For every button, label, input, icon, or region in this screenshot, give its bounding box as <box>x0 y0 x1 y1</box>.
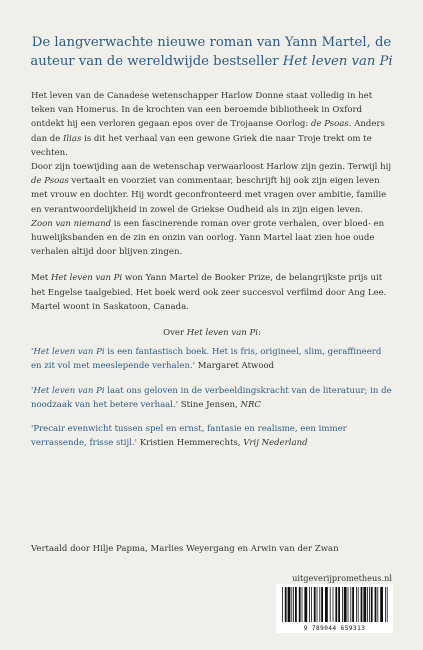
quotes <box>31 345 393 450</box>
barcode-bar <box>385 587 386 622</box>
paragraph-4-text-b: won Yann Martel de Booker Prize, de belangrijkste prijs uit het Engelse taalgebied. Het boek werd ook zeer succesvol verfilmd door Ang Lee. Martel woont in Saskatoon, Canada. <box>31 273 387 312</box>
paragraph-1-text-c: is dit het verhaal van een gewone Griek die naar Troje trekt om te vechten. <box>31 133 372 158</box>
barcode-bar <box>352 587 354 622</box>
barcode-bar <box>319 587 320 622</box>
barcode-bar <box>380 587 383 622</box>
barcode-bar <box>375 587 377 622</box>
quotes-heading-suffix: : <box>258 328 261 339</box>
quote-3 <box>31 422 393 450</box>
barcode-bar <box>325 587 328 622</box>
paragraph-2-text-a: Door zijn toewijding aan de wetenschap verwaarloost Harlow zijn gezin. Terwijl hij <box>31 162 391 173</box>
barcode-bar <box>338 587 340 622</box>
paragraph-2-text-b: vertaalt en voorziet van commentaar, beschrijft hij ook zijn eigen leven met vrouw en dochter. Hij wordt geconfronteerd met vragen over ambitie, familie en verantwoordelijkheid in zowel de Griekse Oudheid als in zijn eigen leven. <box>31 176 387 215</box>
barcode-bar <box>344 587 347 622</box>
barcode <box>276 584 393 624</box>
blurb <box>31 89 393 450</box>
quotes-heading <box>31 326 393 340</box>
publisher-url[interactable]: uitgeverijprometheus.nl <box>292 573 392 583</box>
quote-1-attribution: Margaret Atwood <box>195 361 275 372</box>
barcode-bar <box>299 587 301 622</box>
paragraph-1-text-a: Het leven van de Canadese wetenschapper Harlow Donne staat volledig in het teken van Homerus. In de krochten van een beroemde bibliotheek in Oxford ontdekt hij een verloren gegaan epos over de Trojaanse Oorlog: <box>31 91 373 130</box>
barcode-bar <box>342 587 343 622</box>
barcode-bar <box>356 587 357 622</box>
quote-1-text: is een fantastisch boek. Het is fris, origineel, slim, geraffineerd en zit vol met meeslepende verhalen.' <box>31 347 382 372</box>
paragraph-4-text-a: Met <box>31 273 51 284</box>
quote-2-text: laat ons geloven in de verbeeldingskracht van de literatuur; in de noodzaak van het betere verhaal.' <box>31 385 392 410</box>
barcode-bar <box>302 587 303 622</box>
quote-1-title: Het leven van Pi <box>33 347 105 358</box>
headline <box>30 33 393 71</box>
paragraph-1-text-b: . Anders dan de <box>31 119 385 144</box>
paragraph-4 <box>31 271 393 314</box>
barcode-bar <box>282 587 283 622</box>
barcode-bar <box>317 587 318 622</box>
translators: Vertaald door Hilje Papma, Marlies Weyergang en Arwin van der Zwan <box>31 544 339 554</box>
barcode-bar <box>304 587 307 622</box>
barcode-bar <box>387 587 388 622</box>
paragraph-3 <box>31 217 393 260</box>
barcode-bar <box>295 587 297 622</box>
quotes-heading-prefix: Over <box>163 328 187 339</box>
barcode-bar <box>369 587 370 622</box>
paragraph-2 <box>31 160 393 217</box>
pi-title: Het leven van Pi <box>50 273 123 284</box>
barcode-bar <box>348 587 349 622</box>
quotes-heading-title: Het leven van Pi <box>186 328 258 339</box>
barcode-bar <box>309 587 310 622</box>
barcode-bar <box>293 587 294 622</box>
quote-3-attribution: Kristien Hemmerechts, <box>137 438 244 449</box>
barcode-bar <box>311 587 312 622</box>
book-title: Zoon van niemand <box>31 218 112 229</box>
barcode-bar <box>371 587 373 622</box>
psoas-title: de Psoas <box>311 119 349 130</box>
quote-2-source: NRC <box>240 399 261 410</box>
barcode-bar <box>285 587 287 622</box>
barcode-number: 9 789044 659313 <box>276 624 393 633</box>
quote-2-title: Het leven van Pi <box>33 385 105 396</box>
barcode-bar <box>330 587 331 622</box>
barcode-bar <box>363 587 366 622</box>
barcode-bar <box>314 587 316 622</box>
paragraph-1 <box>31 89 393 160</box>
paragraph-3-text: is een fascinerende roman over grote verhalen, over bloed- en huwelijksbanden en de zin en onzin van oorlog. Yann Martel laat zien hoe oude verhalen altijd door blijven zingen. <box>31 218 385 258</box>
quote-1: 'Het leven van Pi is een fantastisch boek. Het is fris, origineel, slim, geraffineerd en zit vol met meeslepende verhalen.' Margaret Atwood <box>31 347 382 372</box>
barcode-bar <box>321 587 323 622</box>
barcode-bar <box>288 587 291 622</box>
barcode-bar <box>377 587 378 622</box>
barcode-bar <box>367 587 368 622</box>
ilias-title: Ilias <box>63 133 82 144</box>
quote-3-text: 'Precair evenwicht tussen spel en ernst, fantasie en realisme, een immer verrassende, frisse stijl.' <box>31 424 347 449</box>
quote-2-attribution: Stine Jensen, <box>178 399 241 410</box>
barcode-bar <box>291 587 292 622</box>
barcode-bar <box>333 587 334 622</box>
psoas-title-2: de Psoas <box>31 176 69 187</box>
barcode-bars <box>276 584 393 624</box>
headline-line2-prefix: auteur van de wereldwijde bestseller <box>30 54 283 69</box>
headline-line2-title: Het leven van Pi <box>282 54 393 69</box>
headline-line1: De langverwachte nieuwe roman van Yann Martel, de <box>31 35 392 50</box>
quote-3-source: Vrij Nederland <box>243 438 308 449</box>
quote-2: 'Het leven van Pi laat ons geloven in de verbeeldingskracht van de literatuur; in de noodzaak van het betere verhaal.' Stine Jensen, NRC <box>31 385 392 410</box>
barcode-bar <box>335 587 337 622</box>
barcode-bar <box>358 587 359 622</box>
barcode-bar <box>350 587 351 622</box>
barcode-bar <box>361 587 363 622</box>
